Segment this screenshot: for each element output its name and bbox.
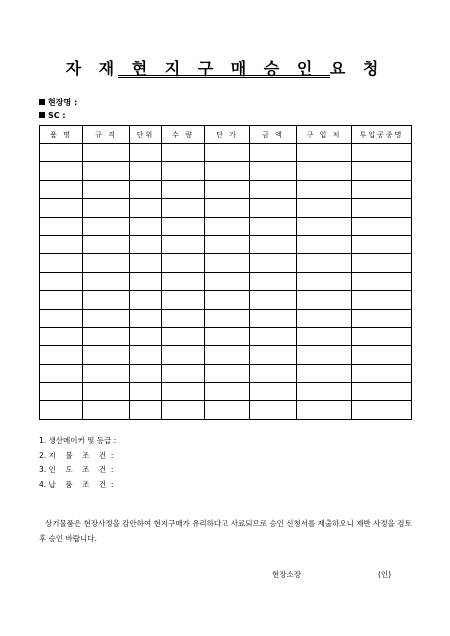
table-cell[interactable]	[205, 199, 250, 217]
table-cell[interactable]	[352, 199, 412, 217]
table-cell[interactable]	[83, 383, 130, 401]
table-cell[interactable]	[250, 401, 297, 419]
table-cell[interactable]	[162, 199, 205, 217]
table-row	[40, 180, 412, 198]
table-cell[interactable]	[250, 383, 297, 401]
table-cell[interactable]	[162, 327, 205, 345]
table-cell[interactable]	[352, 217, 412, 235]
table-row	[40, 383, 412, 401]
table-row	[40, 291, 412, 309]
table-cell[interactable]	[162, 364, 205, 382]
column-header: 단 가	[205, 126, 250, 144]
table-cell[interactable]	[297, 346, 352, 364]
table-cell[interactable]	[352, 327, 412, 345]
table-cell[interactable]	[83, 144, 130, 162]
table-cell[interactable]	[130, 383, 162, 401]
table-row	[40, 327, 412, 345]
table-cell[interactable]	[352, 235, 412, 253]
table-cell[interactable]	[297, 254, 352, 272]
table-cell[interactable]	[130, 309, 162, 327]
table-cell[interactable]	[83, 291, 130, 309]
table-cell[interactable]	[352, 309, 412, 327]
table-cell[interactable]	[250, 309, 297, 327]
table-row	[40, 346, 412, 364]
table-cell[interactable]	[162, 180, 205, 198]
table-row	[40, 309, 412, 327]
table-cell[interactable]	[205, 254, 250, 272]
table-cell[interactable]	[162, 235, 205, 253]
table-row	[40, 401, 412, 419]
table-cell[interactable]	[205, 272, 250, 290]
title-underline	[118, 75, 330, 76]
column-header: 구 입 처	[297, 126, 352, 144]
table-cell[interactable]	[250, 162, 297, 180]
table-cell[interactable]	[352, 272, 412, 290]
table-cell[interactable]	[352, 346, 412, 364]
seal-mark: (인)	[378, 570, 392, 579]
sc-field	[39, 111, 66, 120]
condition-payment: 2. 지 불 조 건 :	[39, 450, 114, 460]
table-cell[interactable]	[130, 364, 162, 382]
table-header-row	[40, 126, 412, 144]
sc-label: SC :	[48, 111, 66, 120]
table-cell[interactable]	[83, 199, 130, 217]
table-cell[interactable]	[162, 144, 205, 162]
table-cell[interactable]	[130, 235, 162, 253]
condition-supply: 4. 납 품 조 건 :	[39, 479, 114, 489]
table-row	[40, 235, 412, 253]
table-cell[interactable]	[83, 235, 130, 253]
table-cell[interactable]	[83, 309, 130, 327]
table-cell[interactable]	[83, 272, 130, 290]
table-cell[interactable]	[130, 144, 162, 162]
conditions-list	[39, 434, 116, 492]
table-cell[interactable]	[130, 272, 162, 290]
table-cell[interactable]	[40, 364, 83, 382]
table-cell[interactable]	[205, 383, 250, 401]
table-cell[interactable]	[352, 180, 412, 198]
column-header: 규 격	[83, 126, 130, 144]
table-cell[interactable]	[250, 180, 297, 198]
column-header: 금 액	[250, 126, 297, 144]
table-cell[interactable]	[205, 235, 250, 253]
table-cell[interactable]	[40, 144, 83, 162]
column-header: 단위	[130, 126, 162, 144]
table-cell[interactable]	[297, 180, 352, 198]
document-title: 자 재 현 지 구 매 승 인 요 청	[65, 59, 385, 78]
table-cell[interactable]	[297, 401, 352, 419]
square-bullet-icon	[39, 99, 45, 105]
table-cell[interactable]	[352, 291, 412, 309]
table-cell[interactable]	[162, 383, 205, 401]
table-cell[interactable]	[40, 272, 83, 290]
table-cell[interactable]	[352, 383, 412, 401]
table-cell[interactable]	[130, 162, 162, 180]
table-cell[interactable]	[352, 364, 412, 382]
table-cell[interactable]	[40, 254, 83, 272]
table-cell[interactable]	[297, 235, 352, 253]
table-cell[interactable]	[297, 291, 352, 309]
table-row	[40, 162, 412, 180]
table-cell[interactable]	[250, 144, 297, 162]
table-cell[interactable]	[40, 401, 83, 419]
table-cell[interactable]	[205, 346, 250, 364]
site-name-label: 현장명 :	[48, 98, 78, 107]
table-row	[40, 199, 412, 217]
column-header: 수 량	[162, 126, 205, 144]
table-cell[interactable]	[250, 235, 297, 253]
table-cell[interactable]	[40, 309, 83, 327]
table-cell[interactable]	[205, 162, 250, 180]
table-cell[interactable]	[83, 162, 130, 180]
table-cell[interactable]	[83, 254, 130, 272]
site-name-field	[39, 97, 77, 108]
table-row	[40, 364, 412, 382]
table-cell[interactable]	[205, 364, 250, 382]
table-cell[interactable]	[83, 217, 130, 235]
table-body	[40, 144, 412, 420]
table-cell[interactable]	[40, 383, 83, 401]
request-note: 상기물품은 현장사정을 감안하여 현지구매가 유리하다고 사료되므로 승인 신청서를 제출하오니 제반 사정을 검토 후 승인 바랍니다.	[39, 519, 412, 543]
column-header: 투입공종명	[352, 126, 412, 144]
table-cell[interactable]	[297, 364, 352, 382]
table-cell[interactable]	[297, 162, 352, 180]
table-cell[interactable]	[205, 291, 250, 309]
table-cell[interactable]	[130, 346, 162, 364]
table-cell[interactable]	[40, 291, 83, 309]
table-cell[interactable]	[205, 309, 250, 327]
table-cell[interactable]	[297, 199, 352, 217]
table-cell[interactable]	[40, 162, 83, 180]
table-cell[interactable]	[205, 327, 250, 345]
site-manager-label: 현장소장	[272, 570, 301, 579]
table-cell[interactable]	[297, 327, 352, 345]
table-cell[interactable]	[130, 254, 162, 272]
table-cell[interactable]	[162, 217, 205, 235]
table-cell[interactable]	[352, 254, 412, 272]
table-cell[interactable]	[162, 162, 205, 180]
table-cell[interactable]	[250, 291, 297, 309]
table-cell[interactable]	[130, 291, 162, 309]
table-cell[interactable]	[83, 401, 130, 419]
table-row	[40, 144, 412, 162]
table-cell[interactable]	[162, 291, 205, 309]
table-cell[interactable]	[162, 254, 205, 272]
table-cell[interactable]	[40, 235, 83, 253]
condition-delivery: 3. 인 도 조 건 :	[39, 465, 114, 474]
table-cell[interactable]	[297, 383, 352, 401]
condition-manufacturer: 1. 생산메이커 및 등급 :	[39, 436, 117, 445]
table-cell[interactable]	[250, 364, 297, 382]
table-cell[interactable]	[250, 254, 297, 272]
table-row	[40, 254, 412, 272]
table-cell[interactable]	[250, 327, 297, 345]
table-cell[interactable]	[162, 401, 205, 419]
table-cell[interactable]	[250, 199, 297, 217]
table-cell[interactable]	[297, 272, 352, 290]
table-cell[interactable]	[205, 144, 250, 162]
table-cell[interactable]	[205, 180, 250, 198]
table-cell[interactable]	[352, 162, 412, 180]
table-cell[interactable]	[130, 401, 162, 419]
table-row	[40, 272, 412, 290]
table-cell[interactable]	[130, 217, 162, 235]
title-underline-second	[118, 77, 330, 78]
table-cell[interactable]	[250, 272, 297, 290]
purchase-items-table	[39, 125, 412, 420]
table-cell[interactable]	[83, 180, 130, 198]
table-cell[interactable]	[352, 144, 412, 162]
table-cell[interactable]	[297, 217, 352, 235]
table-cell[interactable]	[130, 199, 162, 217]
table-cell[interactable]	[205, 217, 250, 235]
table-cell[interactable]	[40, 180, 83, 198]
column-header: 품 명	[40, 126, 83, 144]
table-cell[interactable]	[83, 346, 130, 364]
table-cell[interactable]	[205, 401, 250, 419]
table-cell[interactable]	[83, 364, 130, 382]
table-cell[interactable]	[162, 309, 205, 327]
table-cell[interactable]	[83, 327, 130, 345]
table-cell[interactable]	[162, 346, 205, 364]
square-bullet-icon	[39, 112, 45, 118]
table-cell[interactable]	[297, 144, 352, 162]
table-cell[interactable]	[162, 272, 205, 290]
table-row	[40, 217, 412, 235]
table-cell[interactable]	[40, 327, 83, 345]
table-cell[interactable]	[297, 309, 352, 327]
table-cell[interactable]	[130, 180, 162, 198]
table-cell[interactable]	[40, 346, 83, 364]
table-cell[interactable]	[250, 346, 297, 364]
table-cell[interactable]	[250, 217, 297, 235]
table-cell[interactable]	[352, 401, 412, 419]
table-cell[interactable]	[40, 217, 83, 235]
table-cell[interactable]	[40, 199, 83, 217]
table-cell[interactable]	[130, 327, 162, 345]
